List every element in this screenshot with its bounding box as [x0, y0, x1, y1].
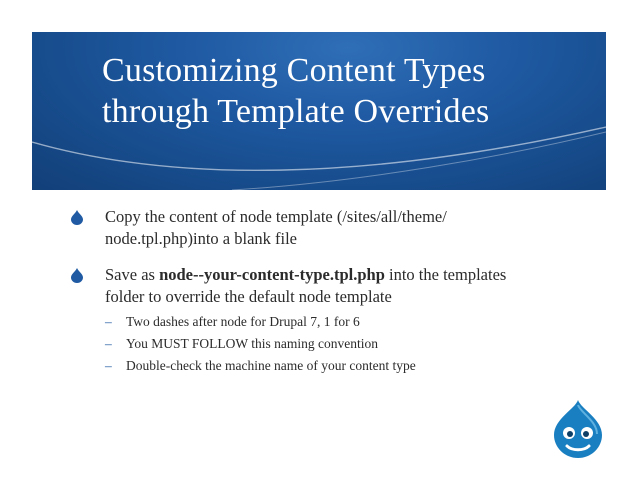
template-filename: node--your-content-type.tpl.php	[159, 265, 385, 284]
sub-bullet-item	[105, 311, 590, 333]
sub-bullet-text: Two dashes after node for Drupal 7, 1 for 6	[126, 314, 360, 329]
sub-bullet-item	[105, 333, 590, 355]
sub-bullet-text: You MUST FOLLOW this naming convention	[126, 336, 379, 351]
drop-bullet-icon	[70, 210, 84, 225]
dash-marker: –	[105, 336, 112, 351]
slide-title-line-1: Customizing Content Types	[102, 52, 486, 89]
bullet-text-line-2: node.tpl.php)into a blank file	[105, 229, 297, 248]
bullet-text-prefix: Save as	[105, 265, 160, 284]
bullet-item-save-as	[70, 264, 590, 377]
bullet-text-suffix: into the templates	[384, 265, 507, 284]
sub-bullet-item	[105, 355, 590, 377]
drupal-logo	[552, 399, 604, 459]
sub-bullet-list	[105, 311, 590, 377]
dash-marker: –	[105, 314, 112, 329]
dash-marker: –	[105, 358, 112, 373]
drop-bullet-icon	[70, 268, 84, 283]
slide-title-line-2: through Template Overrides	[102, 93, 490, 130]
bullet-text-line-2: folder to override the default node template	[105, 287, 392, 306]
bullet-text-line-1: Copy the content of node template (/sites/all/theme/	[105, 207, 447, 226]
bullet-list	[70, 206, 590, 377]
sub-bullet-text: Double-check the machine name of your content type	[126, 358, 416, 373]
slide-title	[102, 50, 582, 132]
bullet-item-copy-template	[70, 206, 590, 250]
